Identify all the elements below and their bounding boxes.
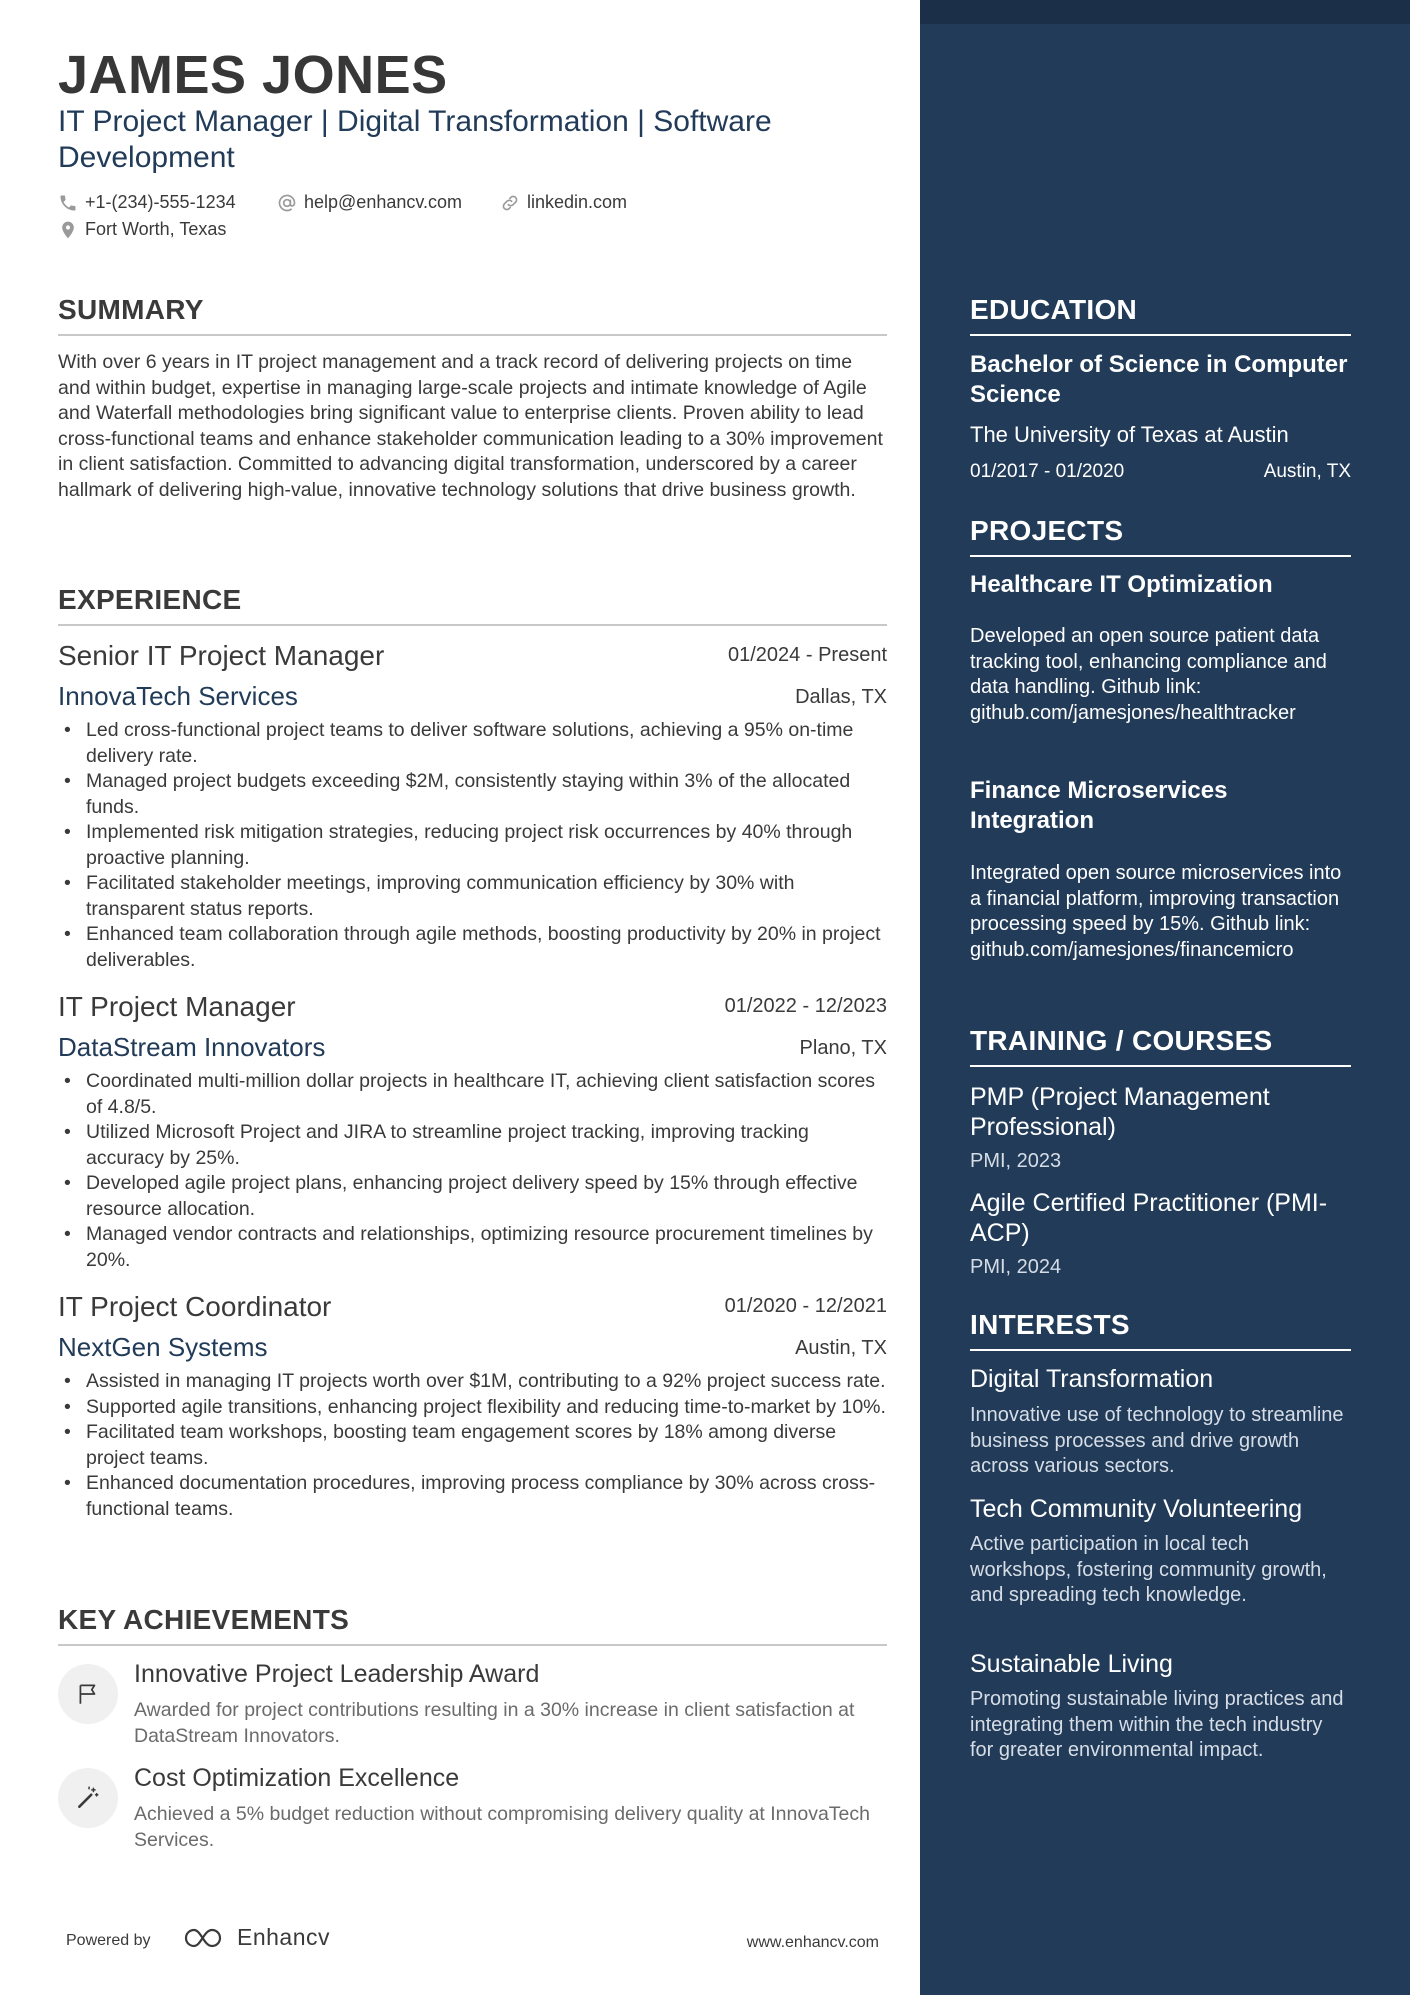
footer-brand-name: Enhancv (237, 1924, 331, 1950)
footer-powered-by: Powered by (66, 1932, 151, 1949)
achievement-title: Innovative Project Leadership Award (134, 1660, 540, 1688)
project-description: Integrated open source microservices into a financial platform, improving transaction processing speed by 15%. Github link: github.com/jamesjones/financemicro (970, 862, 1342, 961)
candidate-name: JAMES JONES (58, 45, 448, 105)
interest-name: Digital Transformation (970, 1365, 1214, 1393)
interest-name: Sustainable Living (970, 1650, 1173, 1678)
job-company: NextGen Systems (58, 1332, 268, 1362)
training-heading: TRAINING / COURSES (970, 1025, 1351, 1067)
job-dates: 01/2020 - 12/2021 (724, 1295, 887, 1317)
training-name: Agile Certified Practitioner (PMI-ACP) (970, 1189, 1328, 1247)
job-bullets (58, 1069, 887, 1273)
job-bullet: • Implemented risk mitigation strategies, reducing project risk occurrences by 40% through proactive planning. (86, 820, 887, 871)
interest-description: Promoting sustainable living practices and integrating them within the tech industry for greater environmental impact. (970, 1688, 1344, 1761)
email-text: help@enhancv.com (304, 192, 463, 212)
at-icon (277, 193, 297, 213)
achievement-icon-badge (58, 1664, 118, 1724)
projects-heading: PROJECTS (970, 515, 1351, 557)
phone-icon (58, 193, 78, 213)
job-bullet: • Managed vendor contracts and relationships, optimizing resource procurement timelines by 20%. (86, 1222, 887, 1273)
achievement-icon-badge (58, 1768, 118, 1828)
location-text: Fort Worth, Texas (85, 219, 227, 239)
footer-brand-logo[interactable] (183, 1924, 330, 1951)
experience-heading: EXPERIENCE (58, 584, 887, 626)
project-description: Developed an open source patient data tracking tool, enhancing compliance and data handling. Github link: github.com/jamesjones/healthtracker (970, 625, 1327, 724)
location-pin-icon (58, 220, 78, 240)
job-title: IT Project Manager (58, 991, 296, 1022)
contact-location (58, 219, 226, 240)
job-bullet: • Facilitated stakeholder meetings, improving communication efficiency by 30% with transparent status reports. (86, 871, 887, 922)
achievements-heading: KEY ACHIEVEMENTS (58, 1604, 887, 1646)
job-bullet: • Assisted in managing IT projects worth over $1M, contributing to a 92% project success rate. (86, 1369, 887, 1395)
job-bullet: • Supported agile transitions, enhancing project flexibility and reducing time-to-market by 10%. (86, 1395, 887, 1421)
job-title: Senior IT Project Manager (58, 640, 385, 671)
magic-wand-icon (75, 1785, 101, 1811)
job-bullet: • Coordinated multi-million dollar projects in healthcare IT, achieving client satisfaction scores of 4.8/5. (86, 1069, 887, 1120)
job-company: InnovaTech Services (58, 681, 298, 711)
job-location: Plano, TX (799, 1037, 887, 1059)
linkedin-text: linkedin.com (527, 192, 628, 212)
contact-phone[interactable] (58, 192, 236, 213)
summary-heading: SUMMARY (58, 294, 887, 336)
job-title: IT Project Coordinator (58, 1291, 332, 1322)
project-name: Healthcare IT Optimization (970, 571, 1273, 598)
interest-name: Tech Community Volunteering (970, 1495, 1303, 1523)
education-heading: EDUCATION (970, 294, 1351, 336)
job-bullet: • Developed agile project plans, enhancing project delivery speed by 15% through effective resource allocation. (86, 1171, 887, 1222)
project-name: Finance Microservices Integration (970, 777, 1228, 834)
education-degree: Bachelor of Science in Computer Science (970, 351, 1348, 408)
contact-email[interactable] (277, 192, 462, 213)
summary-text: With over 6 years in IT project management and a track record of delivering projects on time and within budget, expertise in managing large-scale projects and intimate knowledge of Agile and Waterfall methodologies bring significant value to enterprise clients. Proven ability to lead cross-functional teams and enhance stakeholder communication leading to a 30% improvement in client satisfaction. Committed to advancing digital transformation, underscored by a career hallmark of delivering high-value, innovative technology solutions that drive business growth. (58, 351, 883, 501)
education-location: Austin, TX (1263, 461, 1351, 482)
job-bullets (58, 1369, 887, 1522)
flag-icon (75, 1681, 101, 1707)
training-name: PMP (Project Management Professional) (970, 1083, 1270, 1141)
job-bullet: • Managed project budgets exceeding $2M, consistently staying within 3% of the allocated funds. (86, 769, 887, 820)
enhancv-logo-icon (183, 1926, 229, 1950)
achievement-title: Cost Optimization Excellence (134, 1764, 460, 1792)
footer-url[interactable]: www.enhancv.com (746, 1934, 879, 1951)
job-company: DataStream Innovators (58, 1032, 326, 1062)
training-meta: PMI, 2024 (970, 1256, 1062, 1278)
achievement-description: Achieved a 5% budget reduction without compromising delivery quality at InnovaTech Services. (134, 1803, 871, 1851)
job-bullet: • Enhanced team collaboration through agile methods, boosting productivity by 20% in project deliverables. (86, 922, 887, 973)
job-bullet: • Led cross-functional project teams to deliver software solutions, achieving a 95% on-time delivery rate. (86, 718, 887, 769)
interests-heading: INTERESTS (970, 1309, 1351, 1351)
job-location: Austin, TX (795, 1337, 887, 1359)
phone-text: +1-(234)-555-1234 (85, 192, 236, 212)
training-meta: PMI, 2023 (970, 1150, 1062, 1172)
contact-linkedin[interactable] (500, 192, 627, 213)
job-bullet: • Utilized Microsoft Project and JIRA to streamline project tracking, improving tracking accuracy by 25%. (86, 1120, 887, 1171)
job-dates: 01/2024 - Present (728, 644, 887, 666)
interest-description: Innovative use of technology to streamline business processes and drive growth across various sectors. (970, 1404, 1344, 1477)
job-location: Dallas, TX (795, 686, 887, 708)
link-icon (500, 193, 520, 213)
education-school: The University of Texas at Austin (970, 422, 1289, 447)
job-bullet: • Enhanced documentation procedures, improving process compliance by 30% across cross-functional teams. (86, 1471, 887, 1522)
job-bullet: • Facilitated team workshops, boosting team engagement scores by 18% among diverse project teams. (86, 1420, 887, 1471)
job-bullets (58, 718, 887, 973)
job-dates: 01/2022 - 12/2023 (724, 995, 887, 1017)
sidebar-top-strip (920, 0, 1410, 24)
achievement-description: Awarded for project contributions resulting in a 30% increase in client satisfaction at DataStream Innovators. (134, 1699, 855, 1747)
candidate-headline: IT Project Manager | Digital Transformation | Software Development (58, 105, 772, 174)
education-dates: 01/2017 - 01/2020 (970, 461, 1125, 482)
interest-description: Active participation in local tech workshops, fostering community growth, and spreading tech knowledge. (970, 1533, 1327, 1606)
